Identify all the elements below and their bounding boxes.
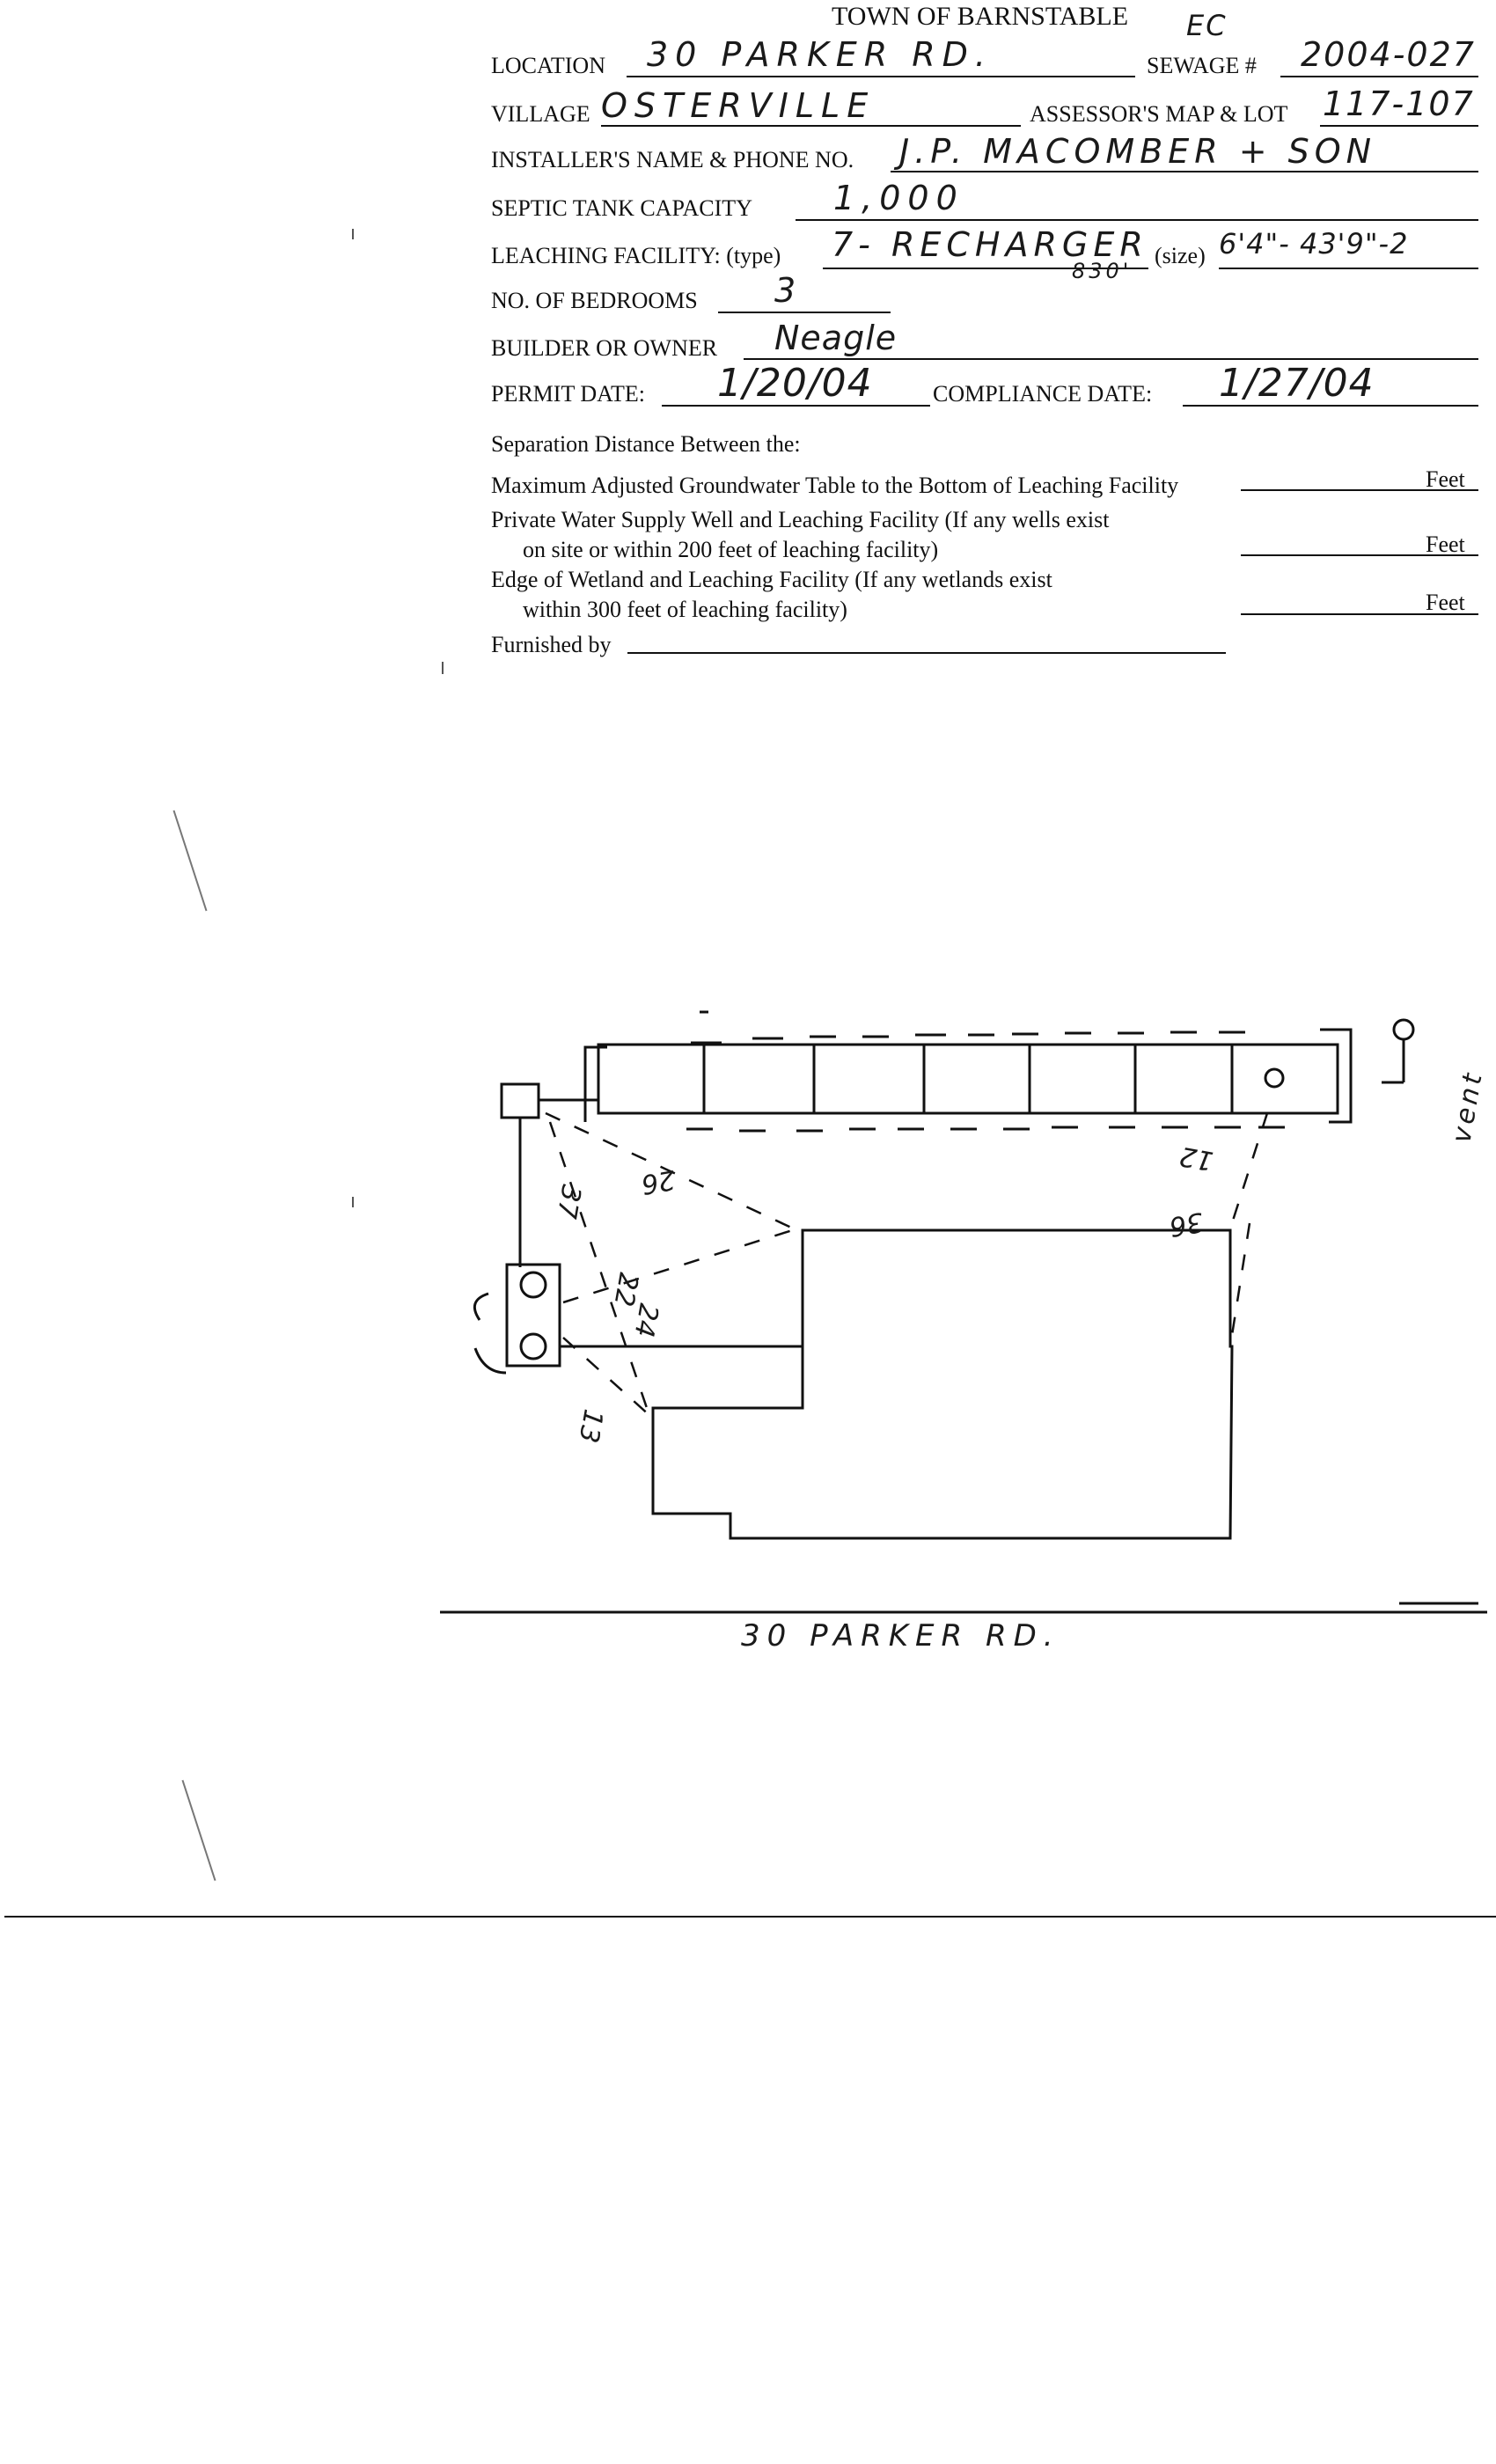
scan-mark [352, 1197, 354, 1207]
installer-value: J.P. MACOMBER + SON [899, 132, 1377, 171]
street-label: 30 PARKER RD. [741, 1618, 1060, 1654]
separation-row-2-line1: Private Water Supply Well and Leaching Facility (If any wells exist [491, 507, 1110, 532]
vent-cap [1394, 1020, 1413, 1039]
map-lot-label: ASSESSOR'S MAP & LOT [1030, 101, 1288, 127]
builder-label: BUILDER OR OWNER [491, 335, 718, 361]
vent-label: vent [1446, 1067, 1490, 1146]
installer-label: INSTALLER'S NAME & PHONE NO. [491, 147, 854, 172]
tank-value: 1,000 [833, 179, 964, 217]
measure-24: 24 [627, 1301, 664, 1340]
measure-26: 26 [639, 1163, 678, 1200]
sewage-label: SEWAGE # [1147, 53, 1257, 78]
leaching-type-value: 7- RECHARGER [832, 225, 1148, 264]
scan-mark [352, 229, 354, 239]
separation-row-3-line1: Edge of Wetland and Leaching Facility (If any wetlands exist [491, 567, 1052, 592]
measure-36: 36 [1167, 1206, 1206, 1243]
septic-tank [474, 1265, 560, 1373]
location-label: LOCATION [491, 53, 605, 78]
builder-value: Neagle [774, 319, 898, 357]
measure-37: 37 [550, 1182, 587, 1221]
village-value: OSTERVILLE [601, 86, 876, 125]
measure-13: 13 [572, 1406, 609, 1446]
permit-label: PERMIT DATE: [491, 381, 646, 407]
separation-heading: Separation Distance Between the: [491, 431, 801, 457]
sewage-annotation: EC [1186, 9, 1228, 42]
bedrooms-label: NO. OF BEDROOMS [491, 288, 698, 313]
separation-row-2-unit: Feet [1426, 532, 1465, 557]
map-lot-value: 117-107 [1323, 84, 1475, 123]
separation-row-3-unit: Feet [1426, 590, 1465, 615]
sewage-value: 2004-027 [1301, 35, 1476, 74]
measure-22: 22 [607, 1270, 644, 1309]
village-label: VILLAGE [491, 101, 590, 127]
leaching-sub-value: 830' [1072, 259, 1133, 283]
measure-12: 12 [1177, 1140, 1216, 1177]
separation-row-2-line2: on site or within 200 feet of leaching facility) [523, 537, 939, 562]
location-value: 30 PARKER RD. [647, 35, 994, 74]
form-title: TOWN OF BARNSTABLE [832, 2, 1129, 31]
compliance-label: COMPLIANCE DATE: [933, 381, 1153, 407]
compliance-value: 1/27/04 [1219, 361, 1375, 406]
measurement-dashes [546, 1113, 1267, 1417]
separation-row-1-text: Maximum Adjusted Groundwater Table to the Bottom of Leaching Facility [491, 473, 1179, 498]
separation-row-1-unit: Feet [1426, 466, 1465, 492]
house-outline [560, 1230, 1232, 1538]
leaching-label: LEACHING FACILITY: (type) [491, 243, 781, 268]
permit-value: 1/20/04 [717, 361, 873, 406]
scan-mark [442, 662, 444, 674]
size-value: 6'4"- 43'9"-2 [1219, 227, 1409, 260]
distribution-box [502, 1084, 539, 1118]
bedrooms-value: 3 [774, 271, 803, 310]
separation-row-3-line2: within 300 feet of leaching facility) [523, 597, 847, 622]
furnished-label: Furnished by [491, 632, 612, 657]
tank-label: SEPTIC TANK CAPACITY [491, 195, 752, 221]
size-label: (size) [1155, 243, 1206, 268]
